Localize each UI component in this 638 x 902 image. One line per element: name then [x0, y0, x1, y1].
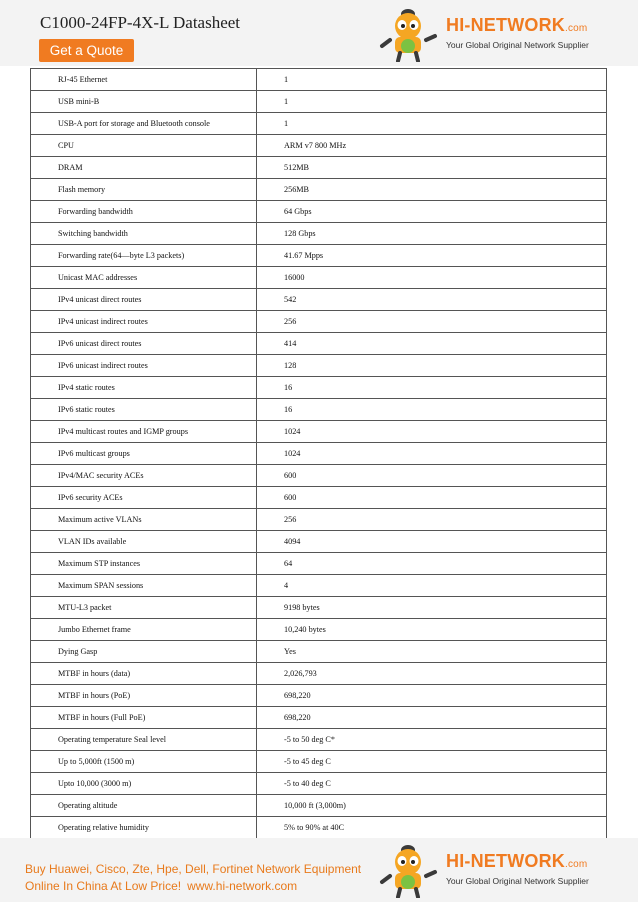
- spec-row: [31, 817, 607, 839]
- spec-value: 2,026,793: [257, 663, 607, 685]
- spec-row: [31, 685, 607, 707]
- spec-value: -5 to 40 deg C: [257, 773, 607, 795]
- spec-row: [31, 663, 607, 685]
- spec-row: [31, 267, 607, 289]
- spec-value: 512MB: [257, 157, 607, 179]
- spec-row: [31, 641, 607, 663]
- specifications-table: [30, 68, 607, 839]
- spec-label: MTBF in hours (PoE): [31, 685, 257, 707]
- spec-value: 10,240 bytes: [257, 619, 607, 641]
- spec-value: 4: [257, 575, 607, 597]
- spec-label: USB-A port for storage and Bluetooth console: [31, 113, 257, 135]
- brand-name: HI-NETWORK.com: [446, 15, 588, 35]
- spec-value: 600: [257, 465, 607, 487]
- spec-row: [31, 619, 607, 641]
- spec-label: IPv6 unicast indirect routes: [31, 355, 257, 377]
- spec-label: IPv6 static routes: [31, 399, 257, 421]
- spec-row: [31, 751, 607, 773]
- spec-row: [31, 597, 607, 619]
- spec-label: IPv4/MAC security ACEs: [31, 465, 257, 487]
- spec-row: [31, 707, 607, 729]
- brand-logo-footer[interactable]: [378, 842, 608, 898]
- spec-label: VLAN IDs available: [31, 531, 257, 553]
- spec-label: Dying Gasp: [31, 641, 257, 663]
- spec-row: [31, 773, 607, 795]
- spec-row: [31, 289, 607, 311]
- spec-value: 5% to 90% at 40C: [257, 817, 607, 839]
- spec-row: [31, 333, 607, 355]
- promo-line-2: Online In China At Low Price! www.hi-network.com: [25, 879, 298, 893]
- brand-tagline: Your Global Original Network Supplier: [446, 876, 589, 886]
- spec-row: [31, 91, 607, 113]
- spec-value: 1024: [257, 421, 607, 443]
- spec-label: Forwarding bandwidth: [31, 201, 257, 223]
- spec-value: 698,220: [257, 707, 607, 729]
- spec-value: -5 to 45 deg C: [257, 751, 607, 773]
- spec-row: [31, 69, 607, 91]
- spec-row: [31, 443, 607, 465]
- spec-value: 256: [257, 509, 607, 531]
- spec-label: IPv4 unicast indirect routes: [31, 311, 257, 333]
- spec-value: 1: [257, 69, 607, 91]
- spec-label: CPU: [31, 135, 257, 157]
- spec-label: Upto 10,000 (3000 m): [31, 773, 257, 795]
- spec-value: Yes: [257, 641, 607, 663]
- spec-label: MTU-L3 packet: [31, 597, 257, 619]
- spec-row: [31, 245, 607, 267]
- spec-value: 4094: [257, 531, 607, 553]
- brand-logo[interactable]: [378, 6, 608, 62]
- spec-value: 414: [257, 333, 607, 355]
- spec-label: Maximum active VLANs: [31, 509, 257, 531]
- spec-value: 10,000 ft (3,000m): [257, 795, 607, 817]
- spec-label: Maximum SPAN sessions: [31, 575, 257, 597]
- spec-row: [31, 399, 607, 421]
- spec-label: IPv4 multicast routes and IGMP groups: [31, 421, 257, 443]
- spec-label: Forwarding rate(64—byte L3 packets): [31, 245, 257, 267]
- spec-value: -5 to 50 deg C*: [257, 729, 607, 751]
- spec-row: [31, 113, 607, 135]
- spec-row: [31, 531, 607, 553]
- spec-value: 698,220: [257, 685, 607, 707]
- mascot-icon: [378, 6, 438, 62]
- spec-row: [31, 575, 607, 597]
- spec-value: 1: [257, 91, 607, 113]
- website-link[interactable]: www.hi-network.com: [187, 879, 298, 893]
- spec-value: 16: [257, 399, 607, 421]
- spec-label: Jumbo Ethernet frame: [31, 619, 257, 641]
- spec-row: [31, 421, 607, 443]
- promo-line-1: Buy Huawei, Cisco, Zte, Hpe, Dell, Fortinet Network Equipment: [25, 862, 362, 876]
- spec-label: USB mini-B: [31, 91, 257, 113]
- spec-label: Flash memory: [31, 179, 257, 201]
- spec-value: 542: [257, 289, 607, 311]
- spec-label: Switching bandwidth: [31, 223, 257, 245]
- brand-tagline: Your Global Original Network Supplier: [446, 40, 589, 50]
- spec-value: 600: [257, 487, 607, 509]
- spec-row: [31, 795, 607, 817]
- spec-value: 128: [257, 355, 607, 377]
- spec-value: 41.67 Mpps: [257, 245, 607, 267]
- spec-row: [31, 135, 607, 157]
- spec-row: [31, 377, 607, 399]
- spec-row: [31, 487, 607, 509]
- spec-label: IPv6 unicast direct routes: [31, 333, 257, 355]
- spec-label: Maximum STP instances: [31, 553, 257, 575]
- spec-value: 256MB: [257, 179, 607, 201]
- spec-label: MTBF in hours (data): [31, 663, 257, 685]
- spec-value: 128 Gbps: [257, 223, 607, 245]
- spec-label: IPv4 unicast direct routes: [31, 289, 257, 311]
- spec-row: [31, 179, 607, 201]
- spec-row: [31, 509, 607, 531]
- spec-row: [31, 729, 607, 751]
- spec-row: [31, 355, 607, 377]
- get-a-quote-button[interactable]: Get a Quote: [39, 39, 134, 62]
- spec-label: Up to 5,000ft (1500 m): [31, 751, 257, 773]
- spec-row: [31, 311, 607, 333]
- spec-label: IPv4 static routes: [31, 377, 257, 399]
- spec-label: MTBF in hours (Full PoE): [31, 707, 257, 729]
- spec-label: RJ-45 Ethernet: [31, 69, 257, 91]
- spec-label: Operating altitude: [31, 795, 257, 817]
- mascot-icon: [378, 842, 438, 898]
- spec-value: 64: [257, 553, 607, 575]
- document-title: C1000-24FP-4X-L Datasheet: [40, 13, 241, 32]
- spec-value: 256: [257, 311, 607, 333]
- brand-name: HI-NETWORK.com: [446, 851, 588, 871]
- spec-label: IPv6 multicast groups: [31, 443, 257, 465]
- spec-value: 16000: [257, 267, 607, 289]
- spec-value: 1: [257, 113, 607, 135]
- spec-value: ARM v7 800 MHz: [257, 135, 607, 157]
- spec-row: [31, 553, 607, 575]
- spec-label: IPv6 security ACEs: [31, 487, 257, 509]
- spec-label: Operating temperature Seal level: [31, 729, 257, 751]
- spec-label: DRAM: [31, 157, 257, 179]
- spec-row: [31, 465, 607, 487]
- spec-row: [31, 201, 607, 223]
- spec-value: 9198 bytes: [257, 597, 607, 619]
- spec-label: Operating relative humidity: [31, 817, 257, 839]
- spec-value: 1024: [257, 443, 607, 465]
- spec-value: 16: [257, 377, 607, 399]
- spec-label: Unicast MAC addresses: [31, 267, 257, 289]
- spec-value: 64 Gbps: [257, 201, 607, 223]
- spec-row: [31, 157, 607, 179]
- spec-row: [31, 223, 607, 245]
